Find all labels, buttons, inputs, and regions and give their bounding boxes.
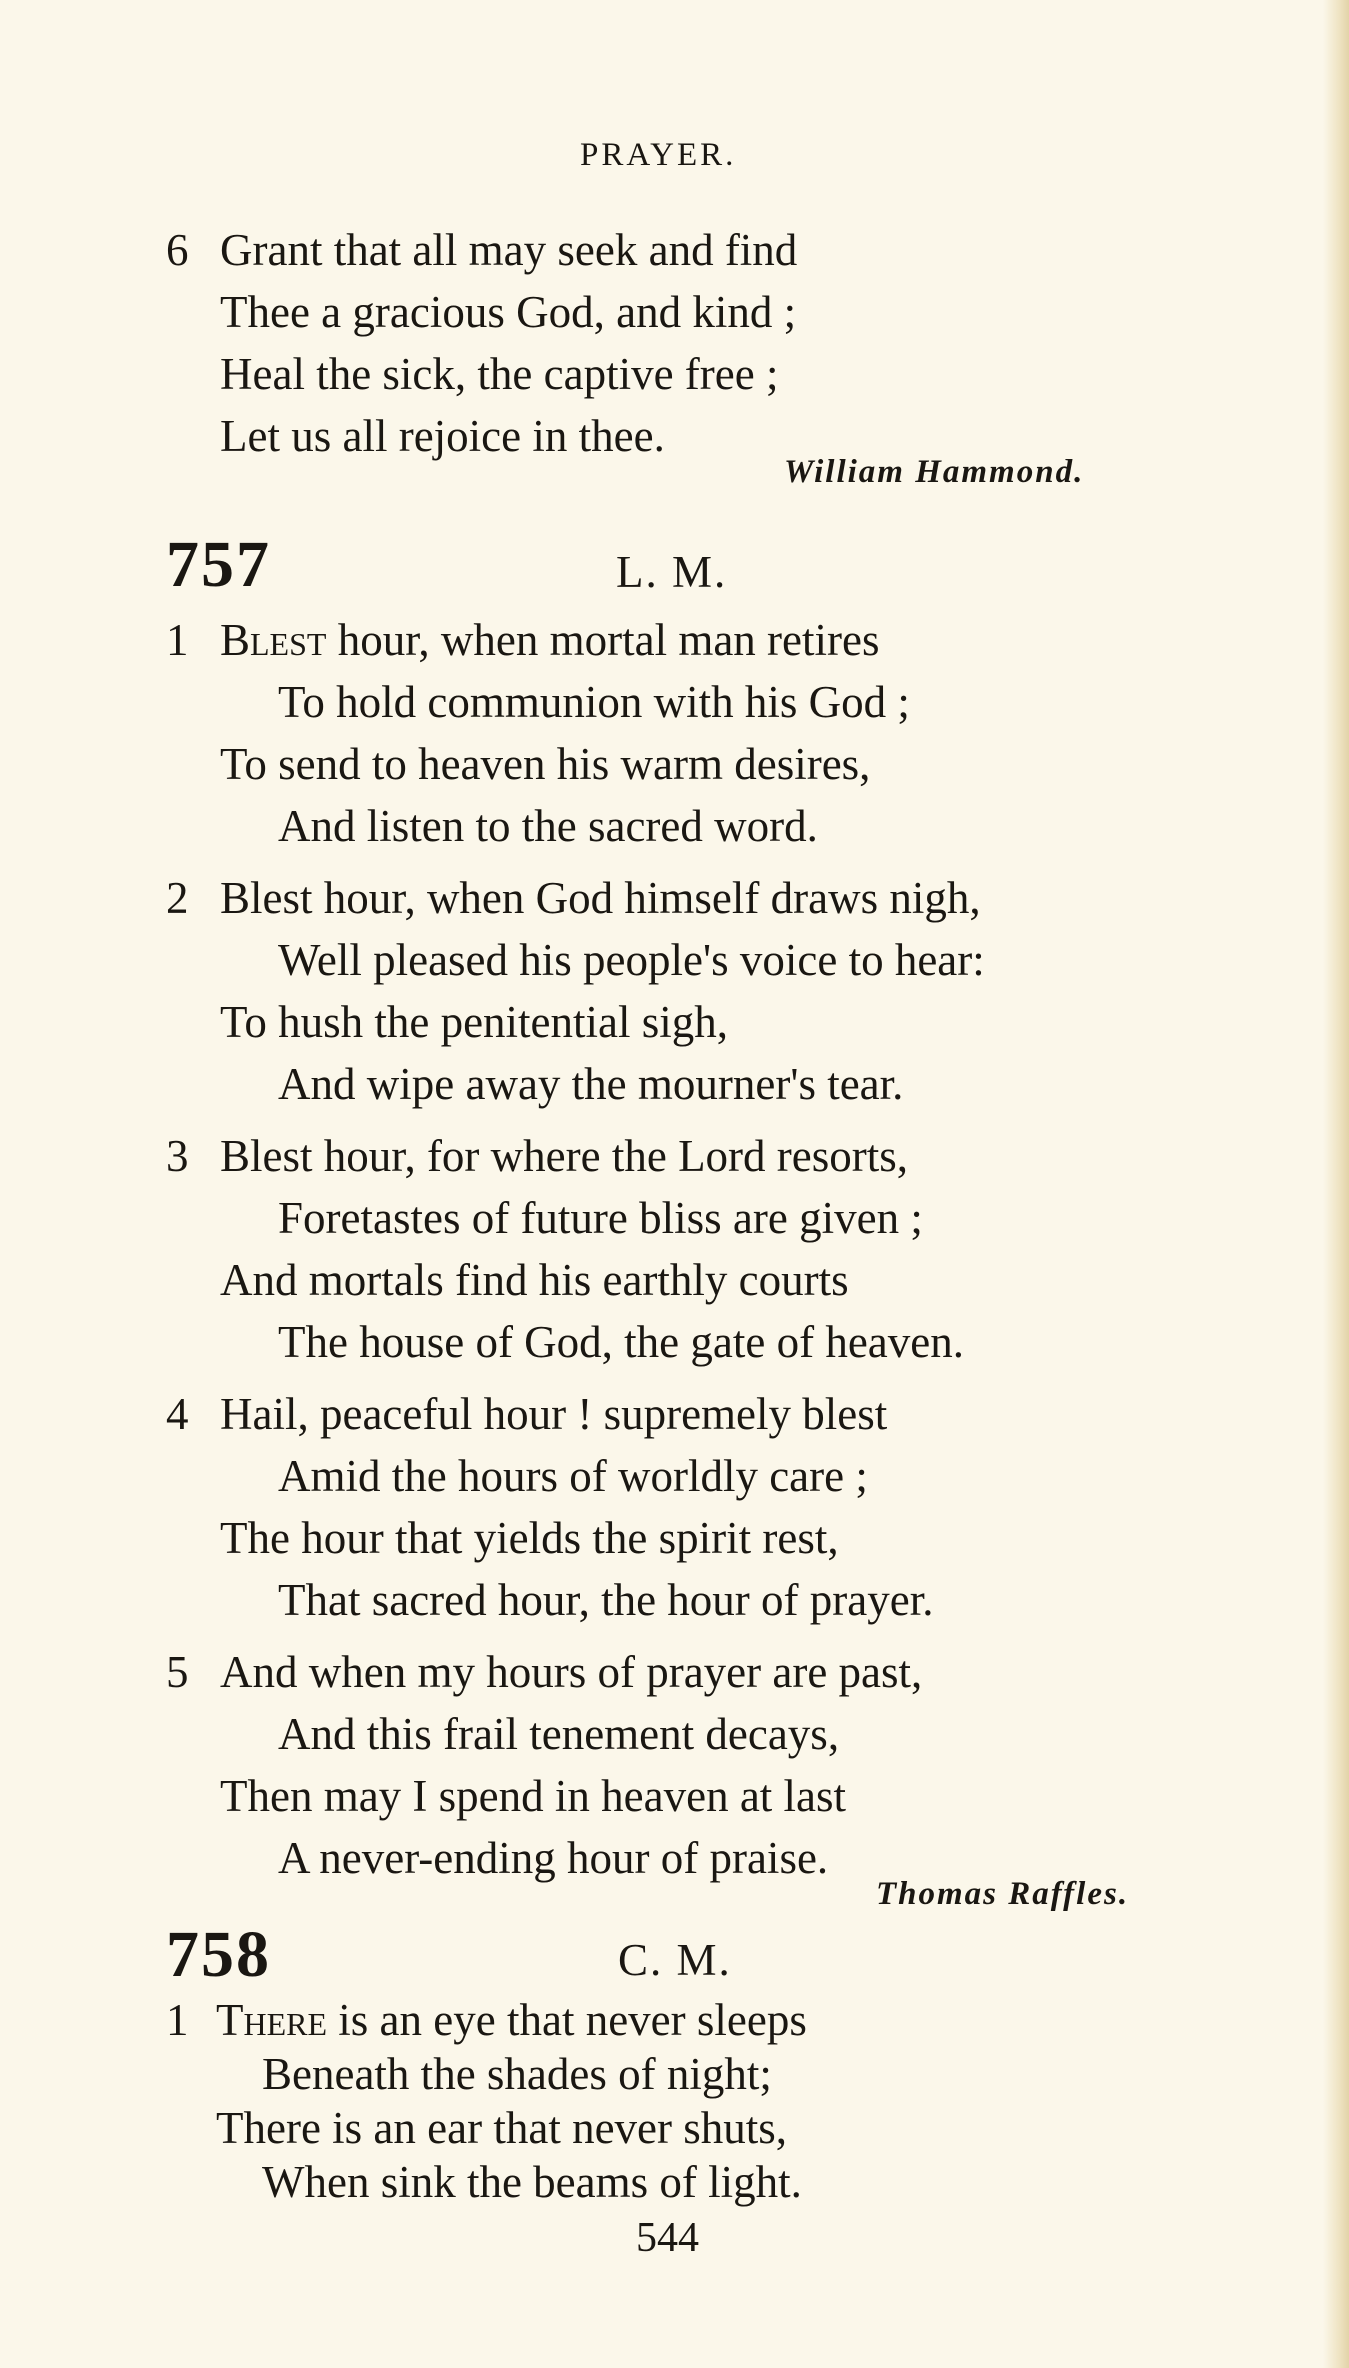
verse-line: To hush the penitential sigh, — [220, 997, 729, 1047]
verse-number: 3 — [166, 1131, 189, 1181]
verse-line: Thee a gracious God, and kind ; — [220, 287, 797, 337]
verse-line: And mortals find his earthly courts — [220, 1255, 849, 1305]
hymn-meter: C. M. — [618, 1935, 732, 1985]
verse-line: Hail, peaceful hour ! supremely blest — [220, 1389, 888, 1439]
verse-line: To send to heaven his warm desires, — [220, 739, 871, 789]
verse-line: And wipe away the mourner's tear. — [278, 1059, 904, 1109]
verse-line: Beneath the shades of night; — [262, 2049, 772, 2099]
verse-line: Heal the sick, the captive free ; — [220, 349, 779, 399]
verse-number: 2 — [166, 873, 189, 923]
verse-line: Let us all rejoice in thee. — [220, 411, 665, 461]
verse-line: To hold communion with his God ; — [278, 677, 910, 727]
verse-line: That sacred hour, the hour of prayer. — [278, 1575, 934, 1625]
verse-line: A never-ending hour of praise. — [278, 1833, 829, 1883]
verse-line: Amid the hours of worldly care ; — [278, 1451, 868, 1501]
running-header: PRAYER. — [580, 137, 737, 173]
hymn-meter: L. M. — [616, 547, 728, 597]
hymn-number: 758 — [166, 1918, 271, 1991]
verse-line: And listen to the sacred word. — [278, 801, 818, 851]
verse-line: The hour that yields the spirit rest, — [220, 1513, 839, 1563]
verse-first-word: There — [216, 1995, 328, 2045]
verse-line: Grant that all may seek and find — [220, 225, 798, 275]
verse-line: The house of God, the gate of heaven. — [278, 1317, 965, 1367]
hymn-number: 757 — [166, 528, 271, 601]
page-edge — [1323, 0, 1349, 2368]
verse-number: 1 — [166, 615, 189, 665]
verse-first-word: Blest — [220, 615, 327, 665]
verse-number: 6 — [166, 225, 189, 275]
verse-line: Then may I spend in heaven at last — [220, 1771, 847, 1821]
verse-number: 1 — [166, 1995, 189, 2045]
verse-line: When sink the beams of light. — [262, 2157, 802, 2207]
verse-number: 5 — [166, 1647, 189, 1697]
verse-line-rest: hour, when mortal man retires — [326, 615, 880, 665]
verse-first-line — [220, 615, 880, 665]
verse-line: Foretastes of future bliss are given ; — [278, 1193, 923, 1243]
verse-line: Well pleased his people's voice to hear: — [278, 935, 985, 985]
verse-line: There is an ear that never shuts, — [216, 2103, 788, 2153]
verse-number: 4 — [166, 1389, 189, 1439]
verse-line-rest: is an eye that never sleeps — [327, 1995, 807, 2045]
verse-line: And this frail tenement decays, — [278, 1709, 840, 1759]
verse-first-line — [216, 1995, 807, 2045]
author-attribution: William Hammond. — [784, 454, 1085, 490]
page-number: 544 — [636, 2215, 699, 2261]
verse-line: And when my hours of prayer are past, — [220, 1647, 923, 1697]
author-attribution: Thomas Raffles. — [876, 1876, 1130, 1912]
verse-line: Blest hour, for where the Lord resorts, — [220, 1131, 909, 1181]
verse-line: Blest hour, when God himself draws nigh, — [220, 873, 981, 923]
